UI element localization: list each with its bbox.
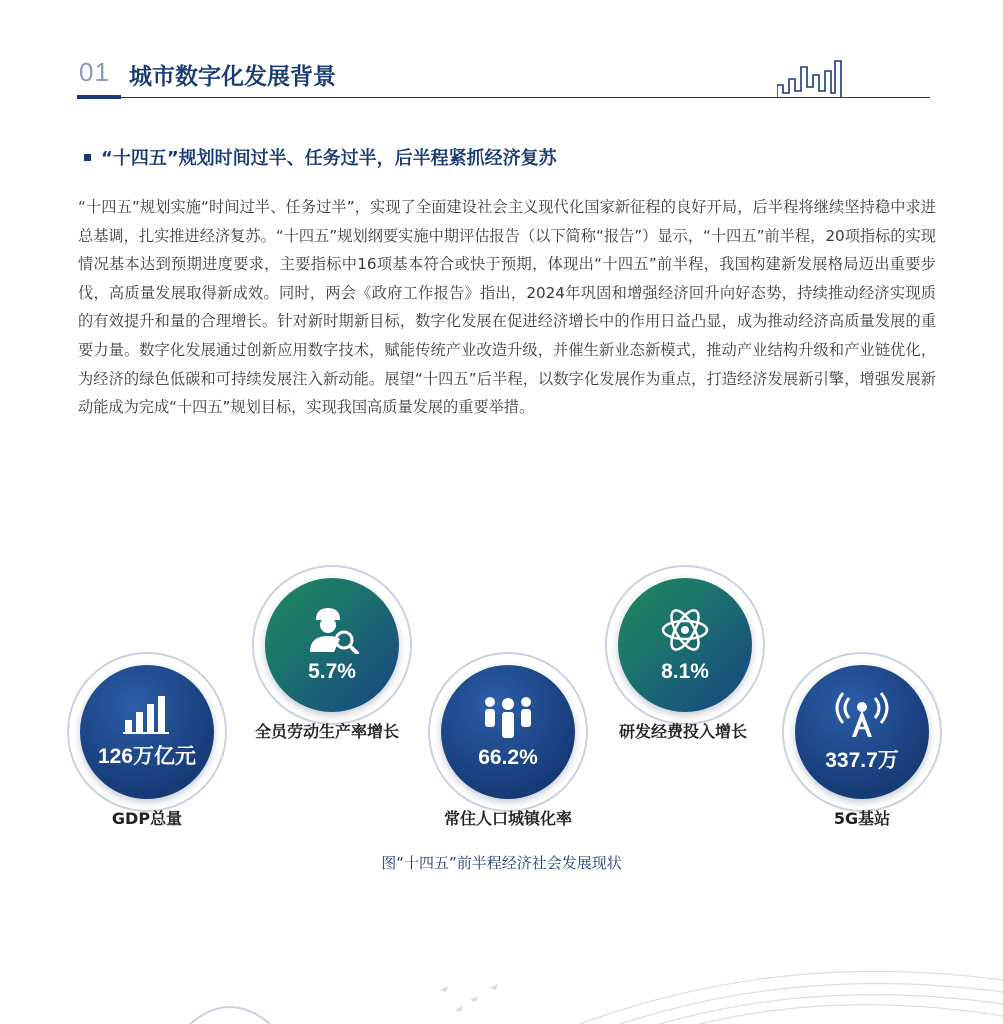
section-title: 城市数字化发展背景: [129, 64, 336, 90]
subheading: [84, 142, 557, 172]
stat-label: 研发经费投入增长: [618, 722, 747, 741]
stat-disk: [80, 665, 214, 799]
body-paragraph: “十四五”规划实施“时间过半、任务过半”，实现了全面建设社会主义现代化国家新征程的良好开局，后半程将继续坚持稳中求进总基调，扎实推进经济复苏。“十四五”规划纲要实施中期评估报告（以下简称“报告”）显示，“十四五”前半程，20项指标的实现情况基本达到预期进度要求，主要指标中16项基本符合或快于预期，体现出“十四五”前半程，我国构建新发展格局迈出重要步伐，高质量发展取得新成效。同时，两会《政府工作报告》指出，2024年巩固和增强经济回升向好态势，持续推动经济实现质的有效提升和量的合理增长。针对新时期新目标，数字化发展在促进经济增长中的作用日益凸显，成为推动经济高质量发展的重要力量。数字化发展通过创新应用数字技术，赋能传统产业改造升级，并催生新业态新模式，推动产业结构升级和产业链优化，为经济的绿色低碳和可持续发展注入新动能。展望“十四五”后半程，以数字化发展作为重点，打造经济发展新引擎，增强发展新动能成为完成“十四五”规划目标，实现我国高质量发展的重要举措。: [78, 198, 936, 417]
skyline-icon: [777, 57, 937, 99]
stat-value: 126万亿元: [97, 745, 197, 768]
stat-rnd: [605, 565, 765, 725]
stat-disk: [265, 578, 399, 712]
stat-label: 5G基站: [833, 809, 891, 828]
figure-caption: 图“十四五”前半程经济社会发展现状: [381, 854, 622, 872]
worker-search-icon: [304, 606, 360, 654]
stat-label: GDP总量: [111, 809, 183, 828]
bullet-square-icon: [84, 154, 91, 161]
header-rule-accent: [77, 95, 121, 99]
stat-label: 常住人口城镇化率: [443, 809, 572, 828]
stat-value: 337.7万: [825, 749, 899, 772]
stat-value: 66.2%: [478, 746, 538, 769]
people-group-icon: [480, 694, 536, 740]
stat-disk: [618, 578, 752, 712]
section-header: [77, 55, 930, 101]
stat-5g: [782, 652, 942, 812]
bar-chart-icon: [123, 694, 171, 734]
stat-gdp: [67, 652, 227, 812]
stat-urbanization: [428, 652, 588, 812]
signal-tower-icon: [835, 690, 889, 738]
subheading-text: “十四五”规划时间过半、任务过半，后半程紧抓经济复苏: [101, 148, 557, 169]
decorative-waves: [0, 960, 1003, 1024]
stat-label: 全员劳动生产率增长: [254, 722, 399, 741]
stat-disk: [795, 665, 929, 799]
stat-labor-productivity: [252, 565, 412, 725]
stat-disk: [441, 665, 575, 799]
stat-value: 5.7%: [308, 660, 356, 683]
section-number: 01: [79, 57, 110, 87]
stat-value: 8.1%: [661, 660, 709, 683]
atom-icon: [660, 606, 710, 654]
